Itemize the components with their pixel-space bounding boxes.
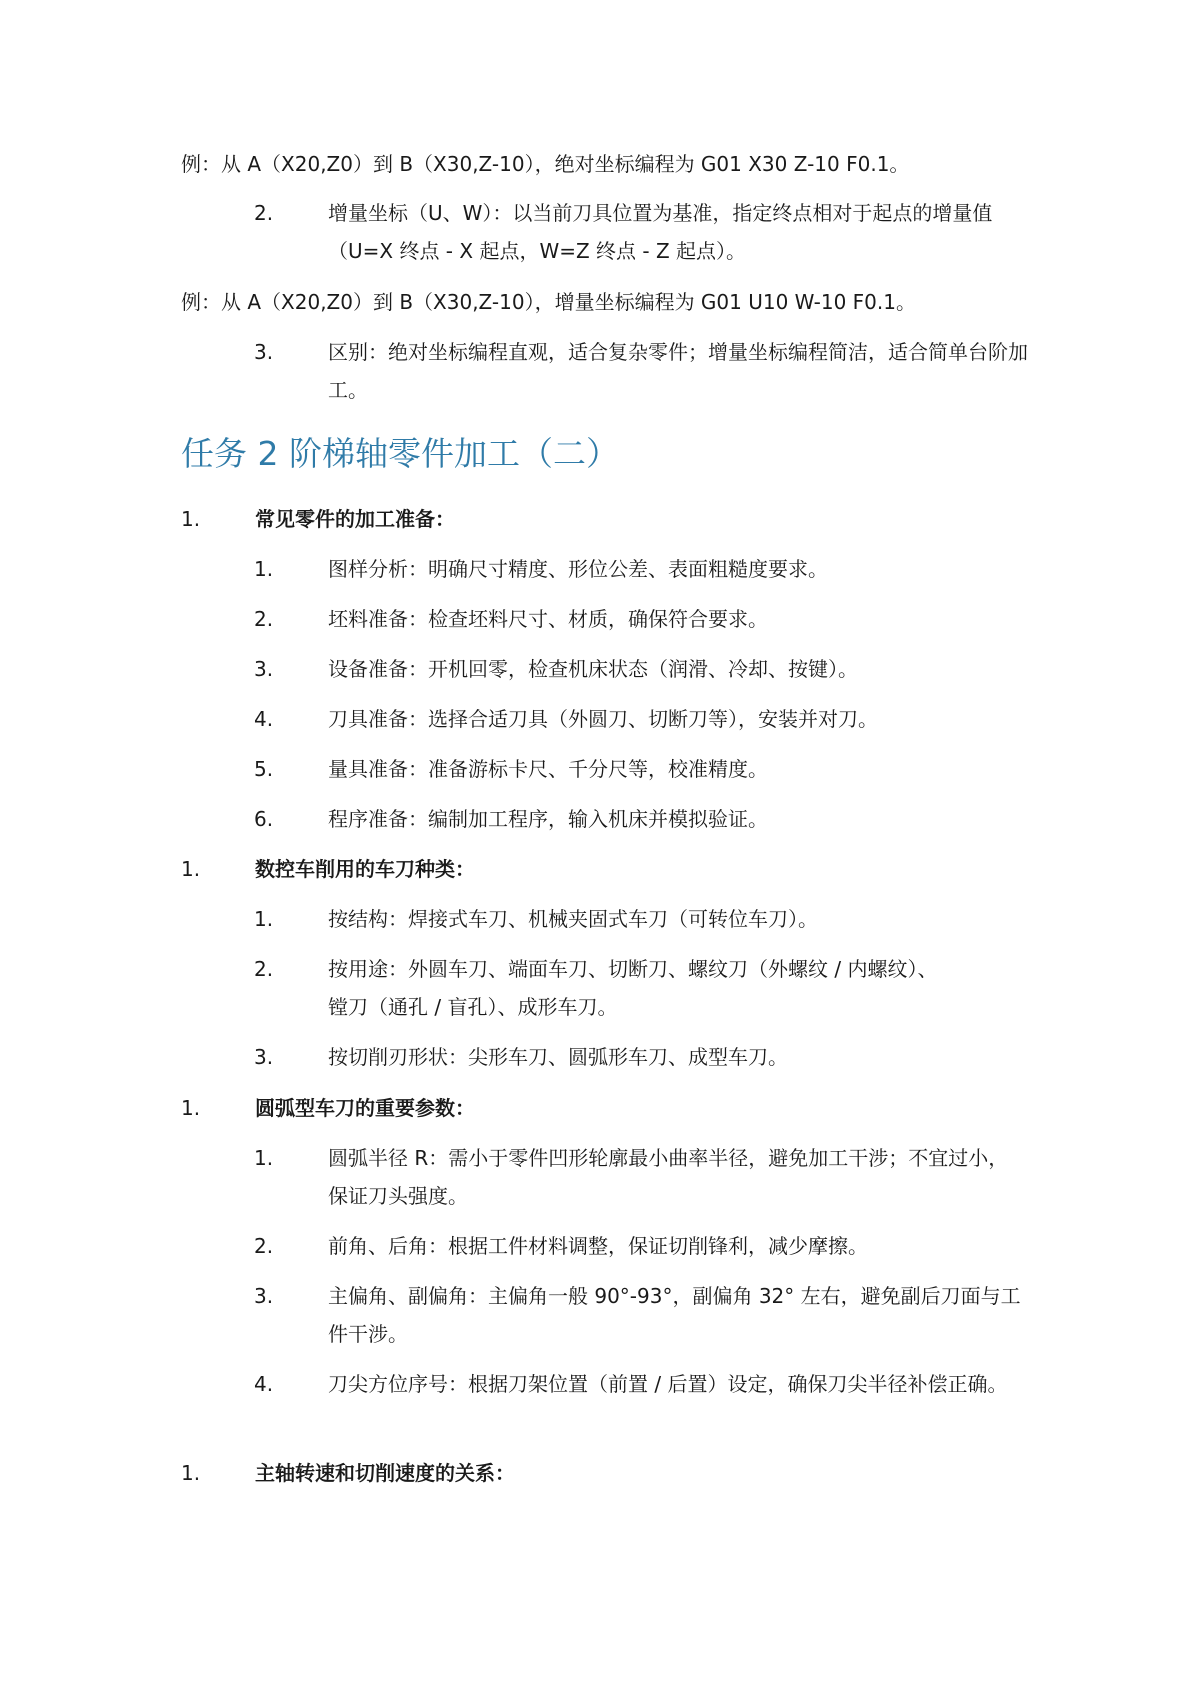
item-number: 1. bbox=[254, 1146, 274, 1170]
item-number: 3. bbox=[254, 340, 274, 364]
task-heading: 任务 2 阶梯轴零件加工（二） bbox=[181, 434, 619, 473]
item-number: 3. bbox=[254, 1045, 274, 1069]
item-number: 3. bbox=[254, 1284, 274, 1308]
list-item: 前角、后角：根据工件材料调整，保证切削锋利，减少摩擦。 bbox=[328, 1234, 868, 1258]
list-item: 主偏角、副偏角：主偏角一般 90°-93°，副偏角 32° 左右，避免副后刀面与工件干涉。 bbox=[328, 1284, 1021, 1346]
list-item: 刀具准备：选择合适刀具（外圆刀、切断刀等），安装并对刀。 bbox=[328, 707, 878, 731]
item-difference: 区别：绝对坐标编程直观，适合复杂零件；增量坐标编程简洁，适合简单台阶加工。 bbox=[328, 340, 1028, 402]
item-number: 6. bbox=[254, 807, 274, 831]
section-title-arc-tool: 圆弧型车刀的重要参数： bbox=[255, 1096, 475, 1120]
item-number: 2. bbox=[254, 957, 274, 981]
list-item: 图样分析：明确尺寸精度、形位公差、表面粗糙度要求。 bbox=[328, 557, 828, 581]
list-item: 按结构：焊接式车刀、机械夹固式车刀（可转位车刀）。 bbox=[328, 907, 818, 931]
item-number: 3. bbox=[254, 657, 274, 681]
section-title-tool-types: 数控车削用的车刀种类： bbox=[255, 857, 475, 881]
item-number: 2. bbox=[254, 607, 274, 631]
section-title-spindle-speed: 主轴转速和切削速度的关系： bbox=[255, 1461, 515, 1485]
example-absolute: 例：从 A（X20,Z0）到 B（X30,Z-10），绝对坐标编程为 G01 X30 Z-10 F0.1。 bbox=[181, 152, 910, 176]
section-title-preparation: 常见零件的加工准备： bbox=[255, 507, 455, 531]
list-item: 按用途：外圆车刀、端面车刀、切断刀、螺纹刀（外螺纹 / 内螺纹）、镗刀（通孔 / 盲孔）、成形车刀。 bbox=[328, 957, 938, 1019]
section-number: 1. bbox=[181, 1461, 201, 1485]
list-item: 量具准备：准备游标卡尺、千分尺等，校准精度。 bbox=[328, 757, 768, 781]
item-number: 4. bbox=[254, 707, 274, 731]
example-incremental: 例：从 A（X20,Z0）到 B（X30,Z-10），增量坐标编程为 G01 U10 W-10 F0.1。 bbox=[181, 290, 916, 314]
list-item: 坯料准备：检查坯料尺寸、材质，确保符合要求。 bbox=[328, 607, 768, 631]
item-number: 2. bbox=[254, 1234, 274, 1258]
section-number: 1. bbox=[181, 857, 201, 881]
item-number: 4. bbox=[254, 1372, 274, 1396]
item-number: 1. bbox=[254, 907, 274, 931]
item-incremental-coordinates: 增量坐标（U、W）：以当前刀具位置为基准，指定终点相对于起点的增量值（U=X 终点 - X 起点，W=Z 终点 - Z 起点）。 bbox=[328, 201, 993, 263]
item-number: 2. bbox=[254, 201, 274, 225]
item-number: 1. bbox=[254, 557, 274, 581]
list-item: 刀尖方位序号：根据刀架位置（前置 / 后置）设定，确保刀尖半径补偿正确。 bbox=[328, 1372, 1008, 1396]
list-item: 圆弧半径 R：需小于零件凹形轮廓最小曲率半径，避免加工干涉；不宜过小，保证刀头强度。 bbox=[328, 1146, 1009, 1208]
list-item: 设备准备：开机回零，检查机床状态（润滑、冷却、按键）。 bbox=[328, 657, 858, 681]
section-number: 1. bbox=[181, 1096, 201, 1120]
item-number: 5. bbox=[254, 757, 274, 781]
section-number: 1. bbox=[181, 507, 201, 531]
list-item: 程序准备：编制加工程序，输入机床并模拟验证。 bbox=[328, 807, 768, 831]
list-item: 按切削刃形状：尖形车刀、圆弧形车刀、成型车刀。 bbox=[328, 1045, 788, 1069]
